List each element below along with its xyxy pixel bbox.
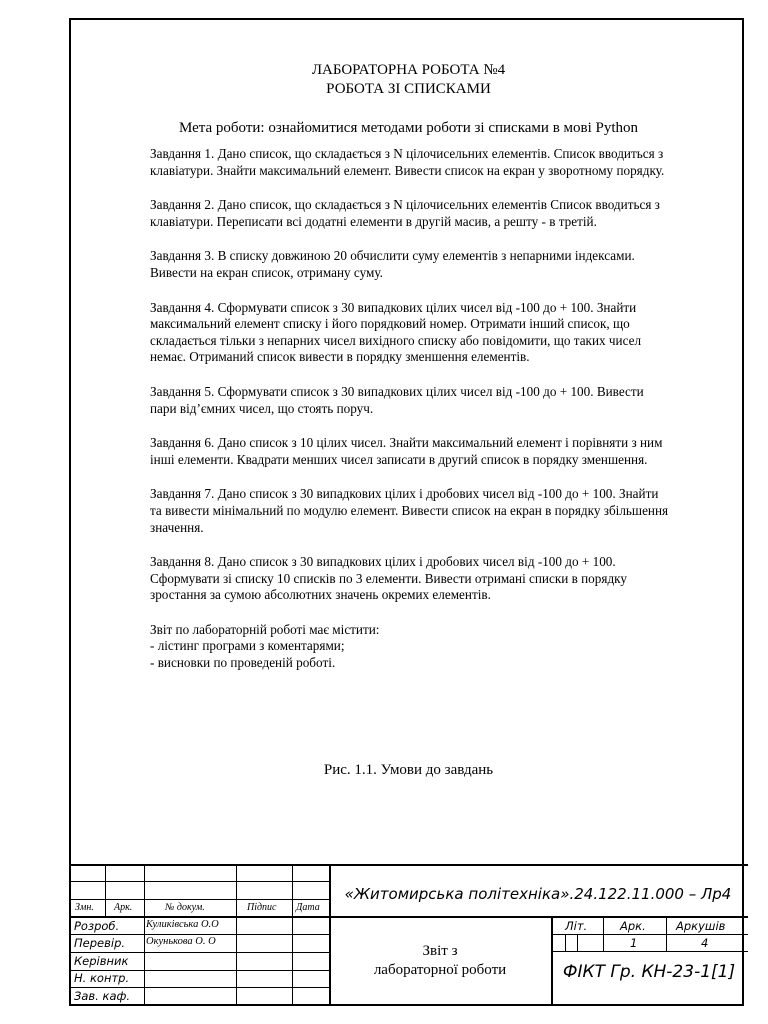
stamp-line <box>69 916 748 918</box>
stamp-line <box>292 864 293 1006</box>
lab-subtitle: РОБОТА ЗІ СПИСКАМИ <box>326 81 491 97</box>
stamp-line <box>69 899 329 900</box>
task-list <box>150 146 670 672</box>
stamp-line <box>69 881 329 882</box>
lab-goal: Мета роботи: ознайомитися методами роботи зі списками в мові Python <box>178 120 639 136</box>
stamp-line <box>603 916 604 951</box>
task-4: Завдання 4. Сформувати список з 30 випадкових цілих чисел від -100 до + 100. Знайти максимальний елемент списку і його порядковий номер. Отримати інший список, що складається тільки з непарних чисел вихідного списку або повідомити, що таких чисел немає. Отриманий список вивести в порядку зменшення елементів. <box>150 299 642 365</box>
group-name: ФІКТ Гр. КН-23-1[1] <box>562 962 736 982</box>
col-change-label: Змн. <box>75 902 94 913</box>
stamp-line <box>69 987 329 988</box>
row-developer-name: Куликівська О.О <box>146 919 219 930</box>
sheets-total: 4 <box>701 936 709 950</box>
lab-title: ЛАБОРАТОРНА РОБОТА №4 <box>311 62 506 78</box>
stamp-line <box>144 864 145 1006</box>
row-developer-label: Розроб. <box>74 919 120 933</box>
col-date-label: Дата <box>296 902 320 913</box>
task-5: Завдання 5. Сформувати список з 30 випадкових цілих чисел від -100 до + 100. Вивести пари від’ємних чисел, що стоять поруч. <box>150 383 644 416</box>
stamp-line <box>236 864 237 1006</box>
report-title-line2: лабораторної роботи <box>373 962 507 978</box>
stamp-line <box>105 864 106 916</box>
sheet-number: 1 <box>630 936 638 950</box>
row-supervisor-label: Керівник <box>74 954 129 968</box>
stamp-line <box>69 952 329 953</box>
figure-caption: Рис. 1.1. Умови до завдань <box>323 762 494 778</box>
row-norm-control-label: Н. контр. <box>74 971 130 985</box>
document-code: «Житомирська політехніка».24.122.11.000 – Лр4 <box>344 885 732 903</box>
col-sign-label: Підпис <box>247 902 277 913</box>
row-checker-name: Окунькова О. О <box>146 936 216 947</box>
report-title-line1: Звіт з <box>422 943 458 959</box>
report-item-conclusions: - висновки по проведеній роботі. <box>150 655 336 671</box>
sheets-label: Аркушів <box>676 919 726 933</box>
stamp-line <box>666 916 667 951</box>
stamp-line <box>69 864 748 866</box>
report-requirements <box>150 622 670 672</box>
task-1: Завдання 1. Дано список, що складається з N цілочисельних елементів. Список вводиться з клавіатури. Знайти максимальний елемент. Вивести список на екран у зворотному порядку. <box>150 146 665 178</box>
report-intro: Звіт по лабораторній роботі має містити: <box>150 621 380 637</box>
row-checker-label: Перевір. <box>74 936 126 950</box>
stamp-line <box>69 934 329 935</box>
sheet-label: Арк. <box>620 919 646 933</box>
row-dept-head-label: Зав. каф. <box>74 989 130 1003</box>
report-title <box>331 942 549 980</box>
task-7: Завдання 7. Дано список з 30 випадкових цілих і дробових чисел від -100 до + 100. Знайти та вивести мінімальний по модулю елемент. Вивести список на екран в порядку збільшення значення. <box>150 486 669 535</box>
stamp-line <box>553 934 748 935</box>
col-sheet-label: Арк. <box>114 902 133 913</box>
stamp-line <box>553 951 748 952</box>
title-block <box>69 864 748 1006</box>
lit-label: Літ. <box>565 919 588 933</box>
task-6: Завдання 6. Дано список з 10 цілих чисел. Знайти максимальний елемент і порівняти з ним інші елементи. Квадрати менших чисел записати в другий список в порядку зменшення. <box>150 435 663 467</box>
stamp-line <box>565 934 566 951</box>
stamp-line <box>551 916 553 1006</box>
col-doc-label: № докум. <box>165 902 205 913</box>
task-2: Завдання 2. Дано список, що складається з N цілочисельних елементів Список вводиться з клавіатури. Переписати всі додатні елементи в другій масив, а решту - в третій. <box>150 197 660 229</box>
task-8: Завдання 8. Дано список з 30 випадкових цілих і дробових чисел від -100 до + 100. Сформувати зі списку 10 списків по 3 елементи. Вивести отримані списки в порядку зростання за сумою абсолютних значень окремих елементів. <box>150 554 627 603</box>
stamp-line <box>577 934 578 951</box>
report-item-listing: - лістинг програми з коментарями; <box>150 638 345 654</box>
task-3: Завдання 3. В списку довжиною 20 обчислити суму елементів з непарними індексами. Вивести на екран список, отриману суму. <box>150 248 635 280</box>
